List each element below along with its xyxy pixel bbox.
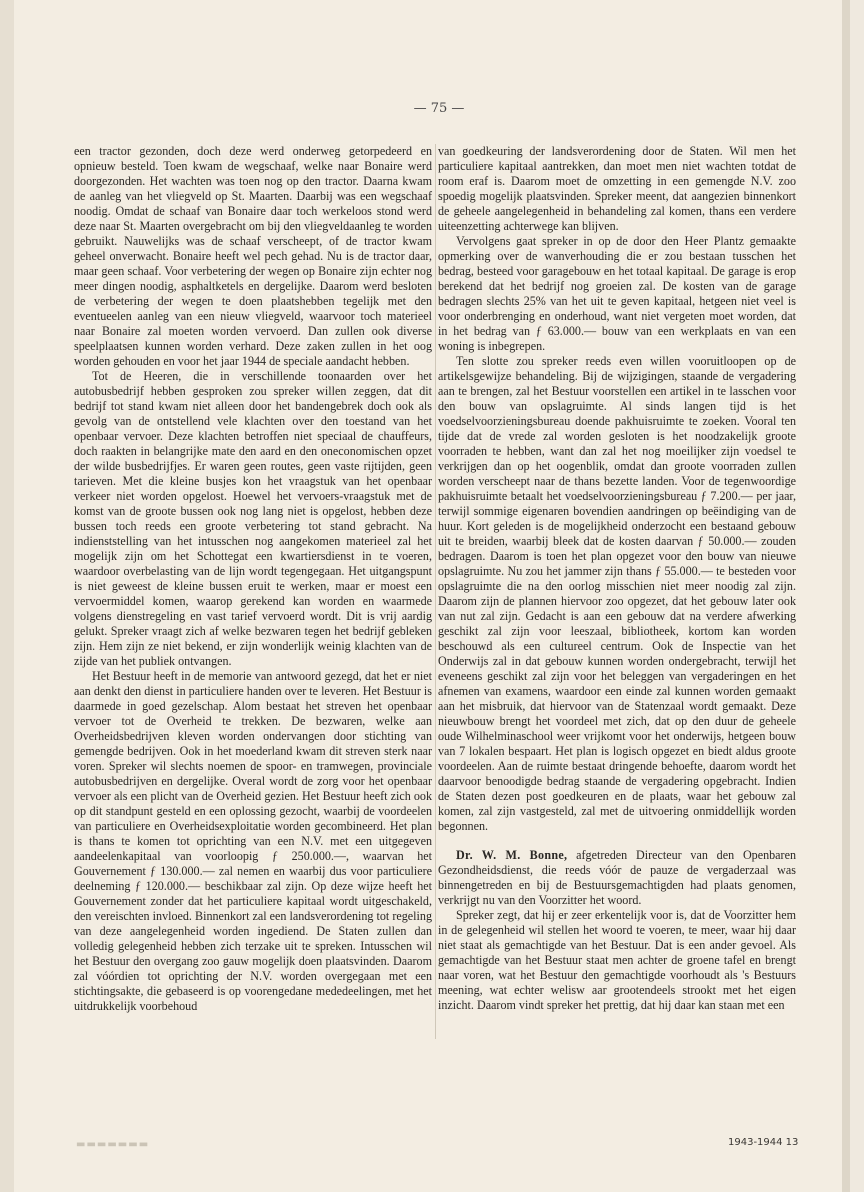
paragraph: Vervolgens gaat spreker in op de door den Heer Plantz gemaakte opmerking over de wanverhouding die er zou bestaan tusschen het bedrag, besteed voor garagebouw en het totaal kapitaal. De garage is erop berekend dat het bedrijf nog groeien zal. De kosten van de garage bedragen slechts 25% van het uit te geven kapitaal, hetgeen niet veel is voor onderbrenging en onderhoud, want niet vergeten moet worden, dat in het bedrag van ƒ 63.000.— bouw van een werkplaats en van een woning is inbegrepen. bbox=[438, 234, 796, 353]
paragraph: Ten slotte zou spreker reeds even willen vooruitloopen op de artikelsgewijze behandeling. Bij de wijzigingen, staande de vergadering aan te brengen, zal het Bestuur voorstellen een artikel in te lasschen voor den bouw van opslagruimte. Al sinds langen tijd is het voedselvoorzieningsbureau doende pakhuisruimte te zoeken. Vooral ten tijde dat de vrede zal worden gesloten is het noodzakelijk groote voorraden te hebben, want dan zal het nog moeilijker zijn voedsel te verkrijgen dan op het oogenblik, omdat dan groote voorraden zullen worden verscheept naar de thans bezette landen. Voor de tegenwoordige pakhuisruimte betaalt het voedselvoorzieningsbureau ƒ 7.200.— per jaar, terwijl sommige eigenaren bovendien aandringen op beëindiging van de huur. Kort geleden is de mogelijkheid onderzocht een bestaand gebouw uit te breiden, waarbij bleek dat de kosten daarvan ƒ 50.000.— zouden bedragen. Daarom is toen het plan opgezet voor den bouw van nieuwe opslagruimte. Nu zou het jammer zijn thans ƒ 55.000.— te besteden voor opslagruimte die na den oorlog misschien niet meer noodig zal zijn. Daarom zijn de plannen hiervoor zoo opgezet, dat het gebouw later ook van nut zal zijn. Gedacht is aan een gebouw dat na verdere afwerking geschikt zal zijn voor leeszaal, bibliotheek, kortom kan worden beschouwd als een cultureel centrum. Ook de Inspectie van het Onderwijs zal in dat gebouw kunnen worden ondergebracht, terwijl het eveneens geschikt zal zijn voor het beleggen van vergaderingen en het afnemen van examens, waardoor een einde zal kunnen worden gemaakt aan het misbruik, dat hiervoor van de Statenzaal wordt gemaakt. Deze nieuwbouw brengt het voordeel met zich, dat op den duur de geheele oude Wilhelminaschool weer vrijkomt voor het onderwijs, hetgeen bouw van 7 lokalen bespaart. Het plan is logisch opgezet en biedt aldus groote voordeelen. Aan de ruimte bestaat dringende behoefte, daarom wordt het daarvoor benoodigde bedrag staande de vergadering opgebracht. Indien de Staten dezen post goedkeuren en de plaats, waar het gebouw zal komen, zal zijn vastgesteld, zal met de uitvoering onmiddellijk worden begonnen. bbox=[438, 354, 796, 833]
footer-stamp: 1943-1944 13 bbox=[728, 1137, 799, 1148]
paragraph: Tot de Heeren, die in verschillende toonaarden over het autobusbedrijf hebben gesproken zou spreker willen zeggen, dat dit bedrijf tot stand kwam niet alleen door het bandengebrek doch ook als gevolg van de ontstellend vele klachten over den toestand van het openbaar vervoer. Deze klachten betroffen niet speciaal de chauffeurs, doch raakten in belangrijke mate den aard en den oneconomischen opzet der wilde busbedrijfjes. Er waren geen routes, geen vaste rijtijden, geen tarieven. Met die kleine busjes kon het vraagstuk van het openbaar verkeer niet worden opgelost. Hoewel het vervoers-vraagstuk met de komst van de groote bussen ook nog lang niet is opgelost, hebben deze bussen toch reeds een groote verbetering tot stand gebracht. Na indienststelling van het intusschen nog aangekomen materieel zal het mogelijk zijn om het Schottegat een kwartiersdienst in te voeren, waardoor overbelasting van de lijn wordt tegengegaan. Het uitgangspunt is niet geweest de kleine bussen eruit te werken, maar er moest een vervoermiddel komen, waarop gerekend kan worden en waarmede volgens dienstregeling en vast tarief vervoerd wordt. Dit is vrij aardig gelukt. Spreker vraagt zich af welke bezwaren tegen het bedrijf gebleken zijn. Hem zijn ze niet bekend, er zijn wonderlijk weinig klachten van de zijde van het publiek ontvangen. bbox=[74, 369, 432, 668]
speaker-intro bbox=[438, 848, 796, 908]
speaker-name: Dr. W. M. Bonne, bbox=[456, 848, 568, 862]
page-number: — 75 — bbox=[413, 101, 465, 116]
right-column bbox=[438, 144, 796, 1039]
paragraph: van goedkeuring der landsverordening door de Staten. Wil men het particuliere kapitaal aantrekken, dan moet men niet wachten totdat de room eraf is. Daarom moet de omzetting in een gemengde N.V. zoo spoedig mogelijk plaatsvinden. Spreker meent, dat aangezien binnenkort de geheele aangelegenheid in behandeling zal komen, thans een verdere uiteenzetting achterwege kan blijven. bbox=[438, 144, 796, 233]
left-column bbox=[74, 144, 432, 1039]
faded-stamp: ▬▬▬▬▬▬▬ bbox=[76, 1139, 150, 1150]
speaker-intro-text: afgetreden Directeur van den Openbaren Gezondheidsdienst, die reeds vóór de pauze de vergaderzaal was binnengetreden en bij de Bestuursgemachtigden had plaats genomen, verkrijgt nu van den Voorzitter het woord. bbox=[438, 848, 796, 907]
column-divider bbox=[435, 144, 436, 1039]
paragraph: Spreker zegt, dat hij er zeer erkentelijk voor is, dat de Voorzitter hem in de gelegenheid wil stellen het woord te voeren, te meer, waar hij daar niet staat als gemachtigde van het Bestuur. Dat is een ander gevoel. Als gemachtigde van het Bestuur staat men achter de groene tafel en brengt naar voren, wat het Bestuur den gemachtigde voorhoudt als 's Bestuurs meening, wat echter welisw aar grootendeels strookt met het eigen inzicht. Daarom vindt spreker het prettig, dat hij daar kan staan met een bbox=[438, 908, 796, 1012]
paragraph: Het Bestuur heeft in de memorie van antwoord gezegd, dat het er niet aan denkt den dienst in particuliere handen over te leveren. Het Bestuur is daarmede in goed gezelschap. Alom bestaat het streven het openbaar vervoer tot de Overheid te trekken. De bezwaren, welke aan Overheidsbedrijven kleven worden ondervangen door stichting van gemengde bedrijven. Ook in het moederland kwam dit streven sterk naar voren. Spreker wil slechts noemen de spoor- en tramwegen, provinciale autobusbedrijven en dergelijke. Overal wordt de zorg voor het openbaar vervoer als een plicht van de Overheid gezien. Het Bestuur heeft zich ook op dit standpunt gesteld en een oplossing gezocht, waarbij de voordeelen van particuliere en Overheidsexploitatie worden gecombineerd. Het plan is thans te komen tot oprichting van een N.V. met een uitgegeven aandeelenkapitaal van voorloopig ƒ 250.000.—, waarvan het Gouvernement ƒ 130.000.— zal nemen en waarbij dus voor particuliere deelneming ƒ 120.000.— beschikbaar zal zijn. Op deze wijze heeft het Gouvernement zonder dat het particuliere kapitaal wordt uitgeschakeld, den vereischten invloed. Binnenkort zal een landsverordening tot regeling van deze aangelegenheid worden ingediend. De Staten zullen dan volledig gelegenheid hebben zich terzake uit te spreken. Intusschen wil het Bestuur den overgang zoo gauw mogelijk doen plaatsvinden. Daarom zal vóórdien tot oprichting der N.V. worden overgegaan met een stichtingsakte, die gebaseerd is op voorengedane mededeelingen, met het uitdrukkelijk voorbehoud bbox=[74, 669, 432, 1013]
paragraph: een tractor gezonden, doch deze werd onderweg getorpedeerd en opnieuw besteld. Toen kwam de wegschaaf, welke naar Bonaire werd doorgezonden. Het wachten was toen nog op den tractor. Daarna kwam de aanleg van het vliegveld op St. Maarten. Daarbij was een wegschaaf noodig. Omdat de schaaf van Bonaire daar toch werkeloos stond werd deze naar St. Maarten overgebracht om bij den vliegveldaanleg te worden gebruikt. Nauwelijks was de schaaf verscheept, of de tractor kwam geheel onverwacht. Bonaire heeft wel pech gehad. Nu is de tractor daar, maar geen schaaf. Voor verbetering der wegen op Bonaire zijn echter nog meer dingen noodig, asphaltketels en dergelijke. Daarom werd besloten de verbetering der wegen te doen plaatshebben tegelijk met den eventueelen aanleg van een nieuw vliegveld, waarvoor toch materieel naar Bonaire zal moeten worden vervoerd. Dan zullen ook diverse speelplaatsen kunnen worden verhard. Deze zaken zullen in het oog worden gehouden en voor het jaar 1944 de speciale aandacht hebben. bbox=[74, 144, 432, 368]
